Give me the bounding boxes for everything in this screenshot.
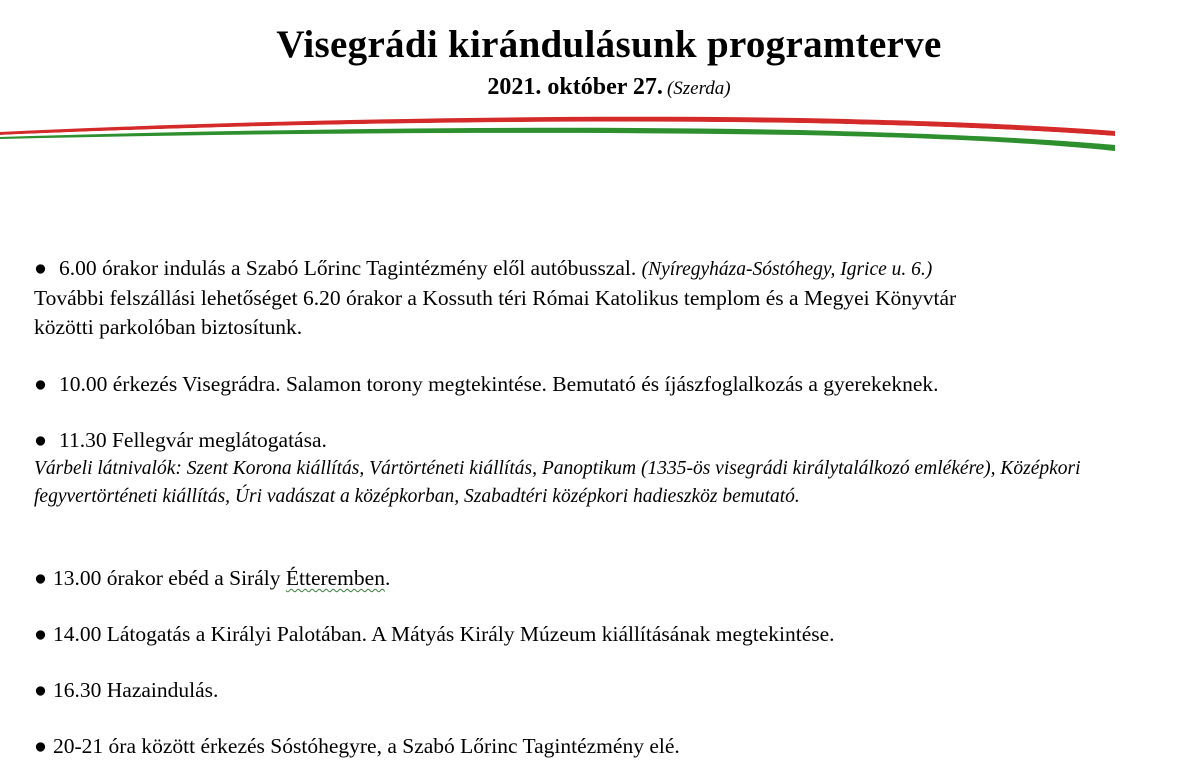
page-title: Visegrádi kirándulásunk programterve (276, 23, 942, 66)
list-item (34, 564, 1200, 593)
item-text-underlined: Étteremben (285, 566, 385, 590)
item-line-3: közötti parkolóban biztosítunk. (34, 315, 303, 339)
bullet-icon: ● (34, 734, 47, 758)
trip-day: (Szerda) (666, 78, 731, 99)
bullet-icon: ● (34, 566, 47, 590)
list-item (34, 676, 1200, 705)
item-text: 16.30 Hazaindulás. (53, 678, 219, 702)
item-text-end: . (384, 566, 391, 590)
list-item (34, 732, 1200, 761)
bullet-icon: ● (34, 428, 47, 452)
trip-date: 2021. október 27. (487, 74, 663, 100)
list-item (34, 370, 1200, 399)
list-item (34, 254, 1200, 342)
item-note: Várbeli látnivalók: Szent Korona kiállítás, Vártörténeti kiállítás, Panoptikum (1335-ös visegrádi királytalálkozó emlékére), Középkori fegyvertörténeti kiállítás, Úri vadászat a középkorban, Szabadtéri középkori hadieszköz bemutató. (34, 458, 1081, 507)
item-text: 10.00 érkezés Visegrádra. Salamon torony megtekintése. Bemutató és íjászfoglalkozás a gyerekeknek. (59, 372, 939, 396)
item-text: 11.30 Fellegvár meglátogatása. (59, 428, 327, 452)
bullet-icon: ● (34, 678, 47, 702)
item-text: 13.00 órakor ebéd a Sirály (53, 566, 286, 590)
item-text: 14.00 Látogatás a Királyi Palotában. A Mátyás Király Múzeum kiállításának megtekintése. (53, 622, 835, 646)
item-address: (Nyíregyháza-Sóstóhegy, Igrice u. 6.) (641, 259, 933, 280)
list-item (34, 426, 1200, 511)
list-item (34, 620, 1200, 649)
page-subtitle (0, 72, 1200, 104)
tricolor-decoration (0, 110, 1200, 160)
bullet-icon: ● (34, 622, 47, 646)
item-line-2: További felszállási lehetőséget 6.20 órakor a Kossuth téri Római Katolikus templom és a Megyei Könyvtár (34, 286, 957, 310)
bullet-icon: ● (34, 256, 47, 280)
item-text: 20-21 óra között érkezés Sóstóhegyre, a Szabó Lőrinc Tagintézmény elé. (53, 734, 680, 758)
item-line (34, 254, 1200, 284)
item-text: 6.00 órakor indulás a Szabó Lőrinc Tagintézmény elől autóbusszal. (59, 256, 637, 280)
bullet-icon: ● (34, 372, 47, 396)
